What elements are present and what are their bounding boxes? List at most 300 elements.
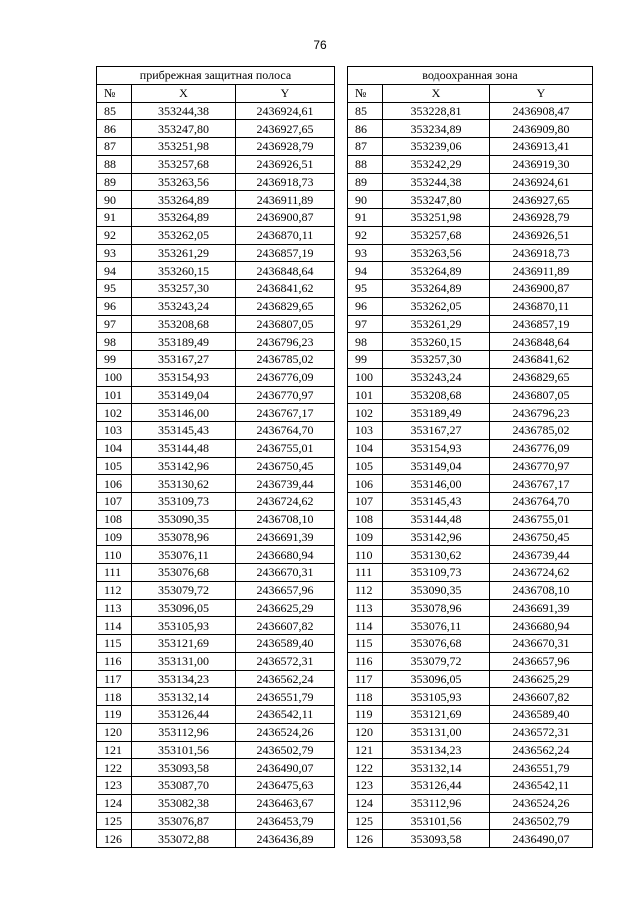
left-cell-x: 353072,88 — [132, 830, 236, 848]
right-cell-y: 2436551,79 — [490, 759, 593, 777]
table-row — [97, 404, 593, 422]
table-row — [97, 386, 593, 404]
right-cell-x: 353149,04 — [383, 457, 490, 475]
right-cell-number: 105 — [348, 457, 383, 475]
column-gap — [335, 812, 348, 830]
right-cell-y: 2436562,24 — [490, 741, 593, 759]
column-gap — [335, 67, 348, 85]
right-cell-x: 353257,30 — [383, 351, 490, 369]
right-cell-x: 353132,14 — [383, 759, 490, 777]
left-cell-number: 105 — [97, 457, 132, 475]
right-cell-number: 122 — [348, 759, 383, 777]
left-cell-x: 353189,49 — [132, 333, 236, 351]
left-cell-x: 353078,96 — [132, 528, 236, 546]
right-cell-x: 353167,27 — [383, 422, 490, 440]
right-cell-y: 2436918,73 — [490, 244, 593, 262]
right-cell-x: 353154,93 — [383, 439, 490, 457]
left-cell-number: 101 — [97, 386, 132, 404]
left-header-number: № — [97, 84, 132, 102]
column-gap — [335, 102, 348, 120]
right-cell-x: 353078,96 — [383, 599, 490, 617]
right-cell-y: 2436708,10 — [490, 581, 593, 599]
left-cell-x: 353257,68 — [132, 155, 236, 173]
column-gap — [335, 546, 348, 564]
right-cell-number: 110 — [348, 546, 383, 564]
right-cell-y: 2436776,09 — [490, 439, 593, 457]
table-row — [97, 830, 593, 848]
right-cell-number: 114 — [348, 617, 383, 635]
right-cell-x: 353105,93 — [383, 688, 490, 706]
left-cell-number: 89 — [97, 173, 132, 191]
right-cell-x: 353090,35 — [383, 581, 490, 599]
left-cell-number: 99 — [97, 351, 132, 369]
left-cell-x: 353263,56 — [132, 173, 236, 191]
right-cell-number: 120 — [348, 723, 383, 741]
left-cell-number: 124 — [97, 794, 132, 812]
left-cell-y: 2436453,79 — [236, 812, 335, 830]
table-row — [97, 617, 593, 635]
right-cell-x: 353131,00 — [383, 723, 490, 741]
right-cell-y: 2436841,62 — [490, 351, 593, 369]
table-row — [97, 812, 593, 830]
left-cell-y: 2436490,07 — [236, 759, 335, 777]
column-gap — [335, 794, 348, 812]
left-cell-y: 2436551,79 — [236, 688, 335, 706]
column-gap — [335, 528, 348, 546]
right-cell-y: 2436908,47 — [490, 102, 593, 120]
right-header-number: № — [348, 84, 383, 102]
left-cell-number: 91 — [97, 209, 132, 227]
left-cell-x: 353261,29 — [132, 244, 236, 262]
right-cell-x: 353101,56 — [383, 812, 490, 830]
left-cell-y: 2436750,45 — [236, 457, 335, 475]
table-row — [97, 439, 593, 457]
right-cell-x: 353109,73 — [383, 564, 490, 582]
left-cell-y: 2436524,26 — [236, 723, 335, 741]
left-cell-number: 103 — [97, 422, 132, 440]
right-cell-number: 85 — [348, 102, 383, 120]
column-gap — [335, 759, 348, 777]
right-cell-y: 2436767,17 — [490, 475, 593, 493]
right-cell-x: 353257,68 — [383, 226, 490, 244]
right-cell-number: 101 — [348, 386, 383, 404]
column-gap — [335, 777, 348, 795]
right-cell-x: 353130,62 — [383, 546, 490, 564]
left-cell-y: 2436796,23 — [236, 333, 335, 351]
right-cell-y: 2436657,96 — [490, 652, 593, 670]
table-row — [97, 422, 593, 440]
column-gap — [335, 155, 348, 173]
column-header-row — [97, 84, 593, 102]
right-cell-number: 121 — [348, 741, 383, 759]
column-gap — [335, 244, 348, 262]
right-cell-y: 2436928,79 — [490, 209, 593, 227]
left-cell-number: 106 — [97, 475, 132, 493]
left-cell-y: 2436776,09 — [236, 368, 335, 386]
table-row — [97, 226, 593, 244]
right-cell-number: 108 — [348, 510, 383, 528]
column-gap — [335, 351, 348, 369]
table-row — [97, 457, 593, 475]
table-row — [97, 723, 593, 741]
left-cell-number: 120 — [97, 723, 132, 741]
right-cell-x: 353242,29 — [383, 155, 490, 173]
left-cell-y: 2436657,96 — [236, 581, 335, 599]
column-gap — [335, 475, 348, 493]
table-row — [97, 351, 593, 369]
right-cell-y: 2436900,87 — [490, 280, 593, 298]
table-row — [97, 102, 593, 120]
right-cell-x: 353134,23 — [383, 741, 490, 759]
column-gap — [335, 368, 348, 386]
right-cell-number: 126 — [348, 830, 383, 848]
right-cell-x: 353144,48 — [383, 510, 490, 528]
right-cell-y: 2436913,41 — [490, 138, 593, 156]
right-cell-y: 2436829,65 — [490, 368, 593, 386]
left-cell-y: 2436436,89 — [236, 830, 335, 848]
left-cell-number: 123 — [97, 777, 132, 795]
left-cell-x: 353101,56 — [132, 741, 236, 759]
left-cell-x: 353093,58 — [132, 759, 236, 777]
column-gap — [335, 422, 348, 440]
column-gap — [335, 173, 348, 191]
left-cell-y: 2436502,79 — [236, 741, 335, 759]
right-cell-x: 353112,96 — [383, 794, 490, 812]
right-cell-x: 353126,44 — [383, 777, 490, 795]
left-cell-number: 114 — [97, 617, 132, 635]
left-cell-number: 104 — [97, 439, 132, 457]
table-row — [97, 670, 593, 688]
left-cell-y: 2436739,44 — [236, 475, 335, 493]
right-cell-number: 98 — [348, 333, 383, 351]
right-cell-number: 109 — [348, 528, 383, 546]
column-gap — [335, 315, 348, 333]
right-cell-y: 2436680,94 — [490, 617, 593, 635]
left-cell-number: 86 — [97, 120, 132, 138]
right-cell-number: 100 — [348, 368, 383, 386]
right-cell-y: 2436542,11 — [490, 777, 593, 795]
table-row — [97, 209, 593, 227]
right-cell-x: 353121,69 — [383, 706, 490, 724]
right-cell-y: 2436524,26 — [490, 794, 593, 812]
column-gap — [335, 226, 348, 244]
table-row — [97, 262, 593, 280]
table-row — [97, 688, 593, 706]
column-gap — [335, 723, 348, 741]
right-cell-y: 2436770,97 — [490, 457, 593, 475]
left-cell-x: 353076,87 — [132, 812, 236, 830]
right-cell-number: 115 — [348, 635, 383, 653]
left-cell-x: 353260,15 — [132, 262, 236, 280]
right-cell-x: 353146,00 — [383, 475, 490, 493]
left-cell-y: 2436767,17 — [236, 404, 335, 422]
right-cell-y: 2436807,05 — [490, 386, 593, 404]
left-cell-x: 353109,73 — [132, 493, 236, 511]
left-cell-x: 353076,68 — [132, 564, 236, 582]
left-cell-y: 2436724,62 — [236, 493, 335, 511]
left-cell-y: 2436924,61 — [236, 102, 335, 120]
column-gap — [335, 599, 348, 617]
left-cell-y: 2436562,24 — [236, 670, 335, 688]
table-row — [97, 581, 593, 599]
left-cell-x: 353264,89 — [132, 191, 236, 209]
right-cell-y: 2436924,61 — [490, 173, 593, 191]
column-gap — [335, 191, 348, 209]
column-gap — [335, 635, 348, 653]
left-cell-y: 2436785,02 — [236, 351, 335, 369]
right-cell-number: 119 — [348, 706, 383, 724]
right-cell-number: 90 — [348, 191, 383, 209]
right-cell-number: 92 — [348, 226, 383, 244]
right-cell-y: 2436926,51 — [490, 226, 593, 244]
left-cell-x: 353251,98 — [132, 138, 236, 156]
left-cell-x: 353146,00 — [132, 404, 236, 422]
right-cell-number: 103 — [348, 422, 383, 440]
left-cell-number: 90 — [97, 191, 132, 209]
table-row — [97, 759, 593, 777]
table-row — [97, 510, 593, 528]
right-cell-x: 353228,81 — [383, 102, 490, 120]
right-cell-x: 353264,89 — [383, 280, 490, 298]
left-cell-number: 110 — [97, 546, 132, 564]
left-cell-y: 2436926,51 — [236, 155, 335, 173]
left-cell-y: 2436680,94 — [236, 546, 335, 564]
right-cell-y: 2436911,89 — [490, 262, 593, 280]
column-gap — [335, 386, 348, 404]
right-cell-y: 2436870,11 — [490, 297, 593, 315]
left-cell-x: 353154,93 — [132, 368, 236, 386]
left-cell-number: 96 — [97, 297, 132, 315]
right-cell-x: 353145,43 — [383, 493, 490, 511]
right-cell-number: 116 — [348, 652, 383, 670]
right-cell-y: 2436691,39 — [490, 599, 593, 617]
right-cell-y: 2436848,64 — [490, 333, 593, 351]
right-cell-x: 353189,49 — [383, 404, 490, 422]
left-cell-x: 353247,80 — [132, 120, 236, 138]
table-row — [97, 280, 593, 298]
right-cell-y: 2436502,79 — [490, 812, 593, 830]
right-cell-number: 88 — [348, 155, 383, 173]
left-cell-y: 2436625,29 — [236, 599, 335, 617]
right-cell-y: 2436670,31 — [490, 635, 593, 653]
left-cell-x: 353076,11 — [132, 546, 236, 564]
right-cell-x: 353079,72 — [383, 652, 490, 670]
left-cell-y: 2436857,19 — [236, 244, 335, 262]
left-cell-x: 353087,70 — [132, 777, 236, 795]
right-cell-y: 2436724,62 — [490, 564, 593, 582]
left-cell-number: 118 — [97, 688, 132, 706]
column-gap — [335, 84, 348, 102]
left-cell-x: 353131,00 — [132, 652, 236, 670]
left-header-x: X — [132, 84, 236, 102]
table-row — [97, 475, 593, 493]
right-cell-x: 353260,15 — [383, 333, 490, 351]
right-cell-number: 125 — [348, 812, 383, 830]
right-cell-x: 353239,06 — [383, 138, 490, 156]
right-cell-x: 353093,58 — [383, 830, 490, 848]
right-header-y: Y — [490, 84, 593, 102]
left-cell-y: 2436870,11 — [236, 226, 335, 244]
table-row — [97, 794, 593, 812]
right-cell-x: 353234,89 — [383, 120, 490, 138]
left-cell-number: 113 — [97, 599, 132, 617]
right-cell-number: 124 — [348, 794, 383, 812]
left-cell-y: 2436670,31 — [236, 564, 335, 582]
right-cell-x: 353262,05 — [383, 297, 490, 315]
left-cell-x: 353090,35 — [132, 510, 236, 528]
column-gap — [335, 120, 348, 138]
right-cell-x: 353096,05 — [383, 670, 490, 688]
column-gap — [335, 138, 348, 156]
right-cell-number: 95 — [348, 280, 383, 298]
table-row — [97, 368, 593, 386]
table-row — [97, 138, 593, 156]
left-section-title: прибрежная защитная полоса — [97, 67, 335, 85]
left-cell-x: 353244,38 — [132, 102, 236, 120]
column-gap — [335, 333, 348, 351]
left-cell-number: 87 — [97, 138, 132, 156]
left-header-y: Y — [236, 84, 335, 102]
right-cell-number: 107 — [348, 493, 383, 511]
left-cell-x: 353208,68 — [132, 315, 236, 333]
left-cell-number: 102 — [97, 404, 132, 422]
column-gap — [335, 581, 348, 599]
column-gap — [335, 493, 348, 511]
left-cell-x: 353167,27 — [132, 351, 236, 369]
column-gap — [335, 209, 348, 227]
right-header-x: X — [383, 84, 490, 102]
left-cell-number: 98 — [97, 333, 132, 351]
left-cell-number: 95 — [97, 280, 132, 298]
table-row — [97, 635, 593, 653]
right-cell-y: 2436785,02 — [490, 422, 593, 440]
column-gap — [335, 262, 348, 280]
right-cell-y: 2436909,80 — [490, 120, 593, 138]
coordinates-table — [96, 66, 593, 848]
column-gap — [335, 688, 348, 706]
table-row — [97, 120, 593, 138]
left-cell-y: 2436770,97 — [236, 386, 335, 404]
table-row — [97, 297, 593, 315]
left-cell-y: 2436463,67 — [236, 794, 335, 812]
left-cell-x: 353243,24 — [132, 297, 236, 315]
table-row — [97, 528, 593, 546]
right-cell-x: 353264,89 — [383, 262, 490, 280]
left-cell-number: 112 — [97, 581, 132, 599]
right-cell-number: 123 — [348, 777, 383, 795]
left-cell-y: 2436572,31 — [236, 652, 335, 670]
left-cell-x: 353264,89 — [132, 209, 236, 227]
right-cell-y: 2436625,29 — [490, 670, 593, 688]
right-cell-y: 2436750,45 — [490, 528, 593, 546]
left-cell-y: 2436900,87 — [236, 209, 335, 227]
left-cell-number: 126 — [97, 830, 132, 848]
right-cell-number: 99 — [348, 351, 383, 369]
right-cell-number: 111 — [348, 564, 383, 582]
right-cell-x: 353208,68 — [383, 386, 490, 404]
left-cell-y: 2436829,65 — [236, 297, 335, 315]
left-cell-number: 117 — [97, 670, 132, 688]
right-cell-number: 93 — [348, 244, 383, 262]
table-row — [97, 315, 593, 333]
right-cell-number: 94 — [348, 262, 383, 280]
left-cell-number: 109 — [97, 528, 132, 546]
right-cell-y: 2436764,70 — [490, 493, 593, 511]
right-cell-y: 2436857,19 — [490, 315, 593, 333]
right-cell-y: 2436796,23 — [490, 404, 593, 422]
right-cell-y: 2436490,07 — [490, 830, 593, 848]
coordinates-table-body — [97, 67, 593, 848]
left-cell-y: 2436928,79 — [236, 138, 335, 156]
column-gap — [335, 830, 348, 848]
left-cell-y: 2436607,82 — [236, 617, 335, 635]
right-cell-number: 86 — [348, 120, 383, 138]
left-cell-y: 2436755,01 — [236, 439, 335, 457]
column-gap — [335, 564, 348, 582]
left-cell-x: 353126,44 — [132, 706, 236, 724]
right-cell-number: 117 — [348, 670, 383, 688]
left-cell-number: 115 — [97, 635, 132, 653]
right-cell-x: 353142,96 — [383, 528, 490, 546]
table-row — [97, 333, 593, 351]
right-cell-number: 113 — [348, 599, 383, 617]
column-gap — [335, 457, 348, 475]
right-cell-number: 112 — [348, 581, 383, 599]
right-cell-y: 2436755,01 — [490, 510, 593, 528]
left-cell-y: 2436589,40 — [236, 635, 335, 653]
table-row — [97, 546, 593, 564]
right-cell-number: 118 — [348, 688, 383, 706]
left-cell-number: 97 — [97, 315, 132, 333]
left-cell-number: 93 — [97, 244, 132, 262]
left-cell-x: 353149,04 — [132, 386, 236, 404]
right-cell-x: 353251,98 — [383, 209, 490, 227]
left-cell-x: 353096,05 — [132, 599, 236, 617]
left-cell-x: 353121,69 — [132, 635, 236, 653]
table-row — [97, 564, 593, 582]
left-cell-number: 108 — [97, 510, 132, 528]
right-cell-y: 2436927,65 — [490, 191, 593, 209]
left-cell-x: 353082,38 — [132, 794, 236, 812]
left-cell-x: 353079,72 — [132, 581, 236, 599]
table-row — [97, 173, 593, 191]
left-cell-x: 353145,43 — [132, 422, 236, 440]
table-row — [97, 777, 593, 795]
column-gap — [335, 670, 348, 688]
left-cell-y: 2436807,05 — [236, 315, 335, 333]
left-cell-number: 88 — [97, 155, 132, 173]
right-cell-number: 102 — [348, 404, 383, 422]
left-cell-x: 353130,62 — [132, 475, 236, 493]
right-cell-x: 353261,29 — [383, 315, 490, 333]
left-cell-x: 353112,96 — [132, 723, 236, 741]
left-cell-y: 2436848,64 — [236, 262, 335, 280]
left-cell-number: 85 — [97, 102, 132, 120]
left-cell-number: 125 — [97, 812, 132, 830]
column-gap — [335, 741, 348, 759]
table-row — [97, 155, 593, 173]
column-gap — [335, 297, 348, 315]
left-cell-y: 2436475,63 — [236, 777, 335, 795]
left-cell-x: 353144,48 — [132, 439, 236, 457]
right-cell-number: 106 — [348, 475, 383, 493]
right-cell-number: 104 — [348, 439, 383, 457]
right-cell-number: 87 — [348, 138, 383, 156]
right-cell-number: 91 — [348, 209, 383, 227]
left-cell-number: 92 — [97, 226, 132, 244]
right-section-title: водоохранная зона — [348, 67, 593, 85]
table-row — [97, 741, 593, 759]
